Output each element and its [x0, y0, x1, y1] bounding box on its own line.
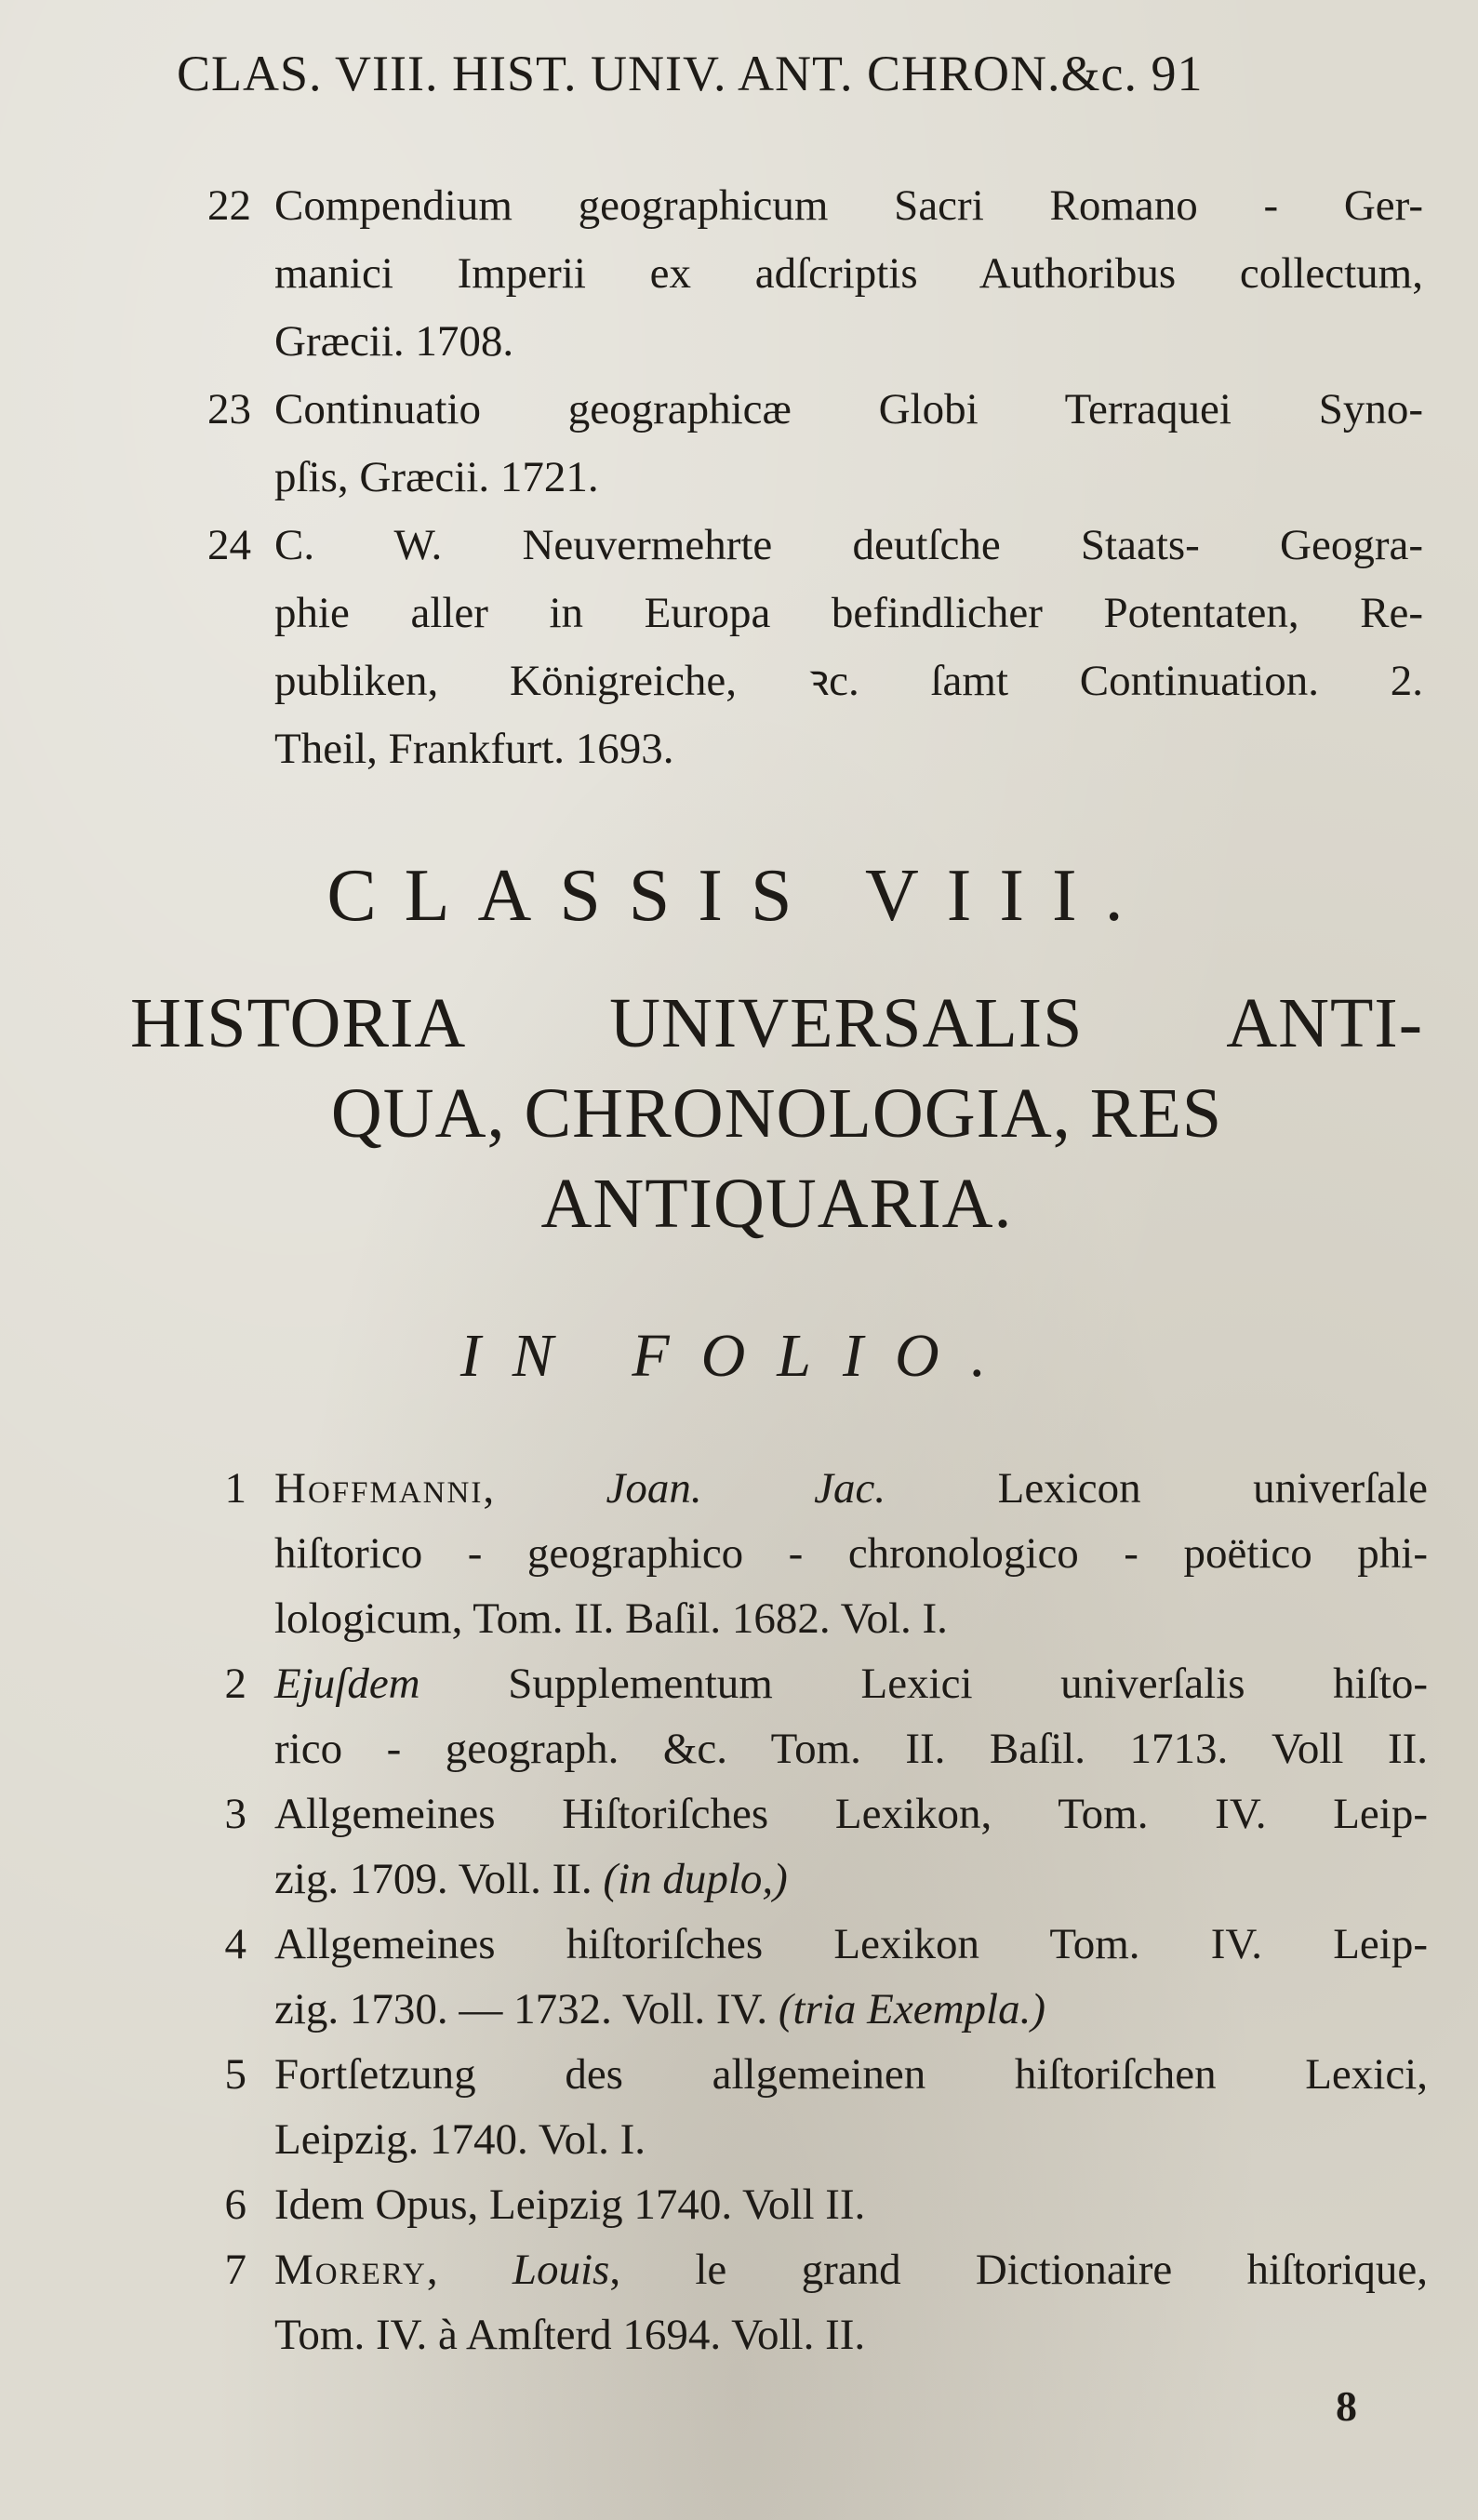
- entry-number: 6: [224, 2180, 246, 2229]
- catalog-entry-24: [167, 512, 1423, 783]
- author-forename: Louis: [512, 2246, 610, 2294]
- entry-line: [274, 1977, 1428, 2042]
- running-head: CLAS. VIII. HIST. UNIV. ANT. CHRON.&c. 91: [177, 46, 1204, 101]
- entry-line: lologicum, Tom. II. Baſil. 1682. Vol. I.: [274, 1594, 948, 1643]
- entry-line: publiken, Königreiche, ꝛc. ſamt Continuation. 2.: [274, 657, 1423, 705]
- catalog-entry-1: [200, 1456, 1428, 1651]
- entry-line: Allgemeines Hiſtoriſches Lexikon, Tom. IV. Leip-: [274, 1790, 1428, 1838]
- entry-line: phie aller in Europa befindlicher Potentaten, Re-: [274, 589, 1423, 637]
- entry-line: Hoffmanni, Joan. Jac. Lexicon univerſale: [274, 1464, 1428, 1513]
- entry-number: 22: [207, 181, 251, 230]
- entry-line: hiſtorico - geographico - chronologico - poëtico phi-: [274, 1529, 1428, 1578]
- copy-note: (in duplo,): [603, 1855, 788, 1903]
- entry-line: Tom. IV. à Amſterd 1694. Voll. II.: [274, 2311, 866, 2359]
- entry-number: 7: [224, 2246, 246, 2294]
- entry-line: pſis, Græcii. 1721.: [274, 453, 599, 501]
- catalog-entry-23: [167, 376, 1423, 512]
- entry-number: 5: [224, 2050, 246, 2099]
- entry-line: Græcii. 1708.: [274, 317, 514, 366]
- entry-line: rico - geograph. &c. Tom. II. Baſil. 1713. Voll II.: [274, 1725, 1428, 1773]
- entry-line: Leipzig. 1740. Vol. I.: [274, 2115, 646, 2164]
- author-name: Hoffmanni: [274, 1464, 484, 1513]
- entry-list-geography: [167, 172, 1423, 783]
- entry-number: 1: [224, 1464, 246, 1513]
- entry-line: C. W. Neuvermehrte deutſche Staats- Geogra-: [274, 521, 1423, 569]
- entry-line: Allgemeines hiſtoriſches Lexikon Tom. IV. Leip-: [274, 1920, 1428, 1968]
- entry-line: Idem Opus, Leipzig 1740. Voll II.: [274, 2180, 866, 2229]
- catalog-entry-7: [200, 2237, 1428, 2367]
- author-forename: Joan. Jac.: [606, 1464, 886, 1513]
- ejusdem-text: Ejuſdem: [274, 1660, 420, 1708]
- entry-number: 2: [224, 1660, 246, 1708]
- entry-line: [274, 1847, 1428, 1912]
- heading-line: QUA, CHRONOLOGIA, RES: [330, 1074, 1223, 1153]
- catalog-entry-22: [167, 172, 1423, 376]
- entry-list-folio: [200, 1456, 1428, 2367]
- entry-line: Continuatio geographicæ Globi Terraquei Syno-: [274, 385, 1423, 433]
- format-heading: IN FOLIO.: [459, 1322, 1019, 1390]
- title-text: Supplementum Lexici univerſalis hiſto-: [508, 1660, 1428, 1708]
- entry-number: 24: [207, 521, 251, 569]
- class-title: CLASSIS VIII.: [326, 855, 1152, 937]
- heading-line: ANTIQUARIA.: [540, 1165, 1013, 1243]
- copy-note: (tria Exempla.): [778, 1985, 1045, 2033]
- entry-line: [274, 1651, 1428, 1716]
- catalog-entry-3: [200, 1781, 1428, 1912]
- title-text: Lexicon univerſale: [997, 1464, 1428, 1513]
- entry-line: Morery, Louis, le grand Dictionaire hiſtorique,: [274, 2246, 1429, 2294]
- entry-number: 23: [207, 385, 251, 433]
- entry-line: Compendium geographicum Sacri Romano - Ger-: [274, 181, 1423, 230]
- catalog-entry-2: [200, 1651, 1428, 1781]
- entry-line: Theil, Frankfurt. 1693.: [274, 725, 674, 773]
- catchword: 8: [1336, 2382, 1357, 2430]
- entry-number: 3: [224, 1790, 246, 1838]
- catalog-entry-6: [200, 2172, 1428, 2237]
- catalog-entry-4: [200, 1912, 1428, 2042]
- entry-line: Fortſetzung des allgemeinen hiſtoriſchen Lexici,: [274, 2050, 1428, 2099]
- section-heading: [130, 979, 1423, 1249]
- heading-line: HISTORIA UNIVERSALIS ANTI-: [130, 984, 1423, 1062]
- imprint-text: zig. 1709. Voll. II.: [274, 1855, 593, 1903]
- author-name: Morery: [274, 2246, 427, 2294]
- entry-line: manici Imperii ex adſcriptis Authoribus collectum,: [274, 249, 1423, 298]
- entry-number: 4: [224, 1920, 246, 1968]
- title-text: le grand Dictionaire hiſtorique,: [695, 2246, 1429, 2294]
- imprint-text: zig. 1730. — 1732. Voll. IV.: [274, 1985, 768, 2033]
- catalog-entry-5: [200, 2042, 1428, 2172]
